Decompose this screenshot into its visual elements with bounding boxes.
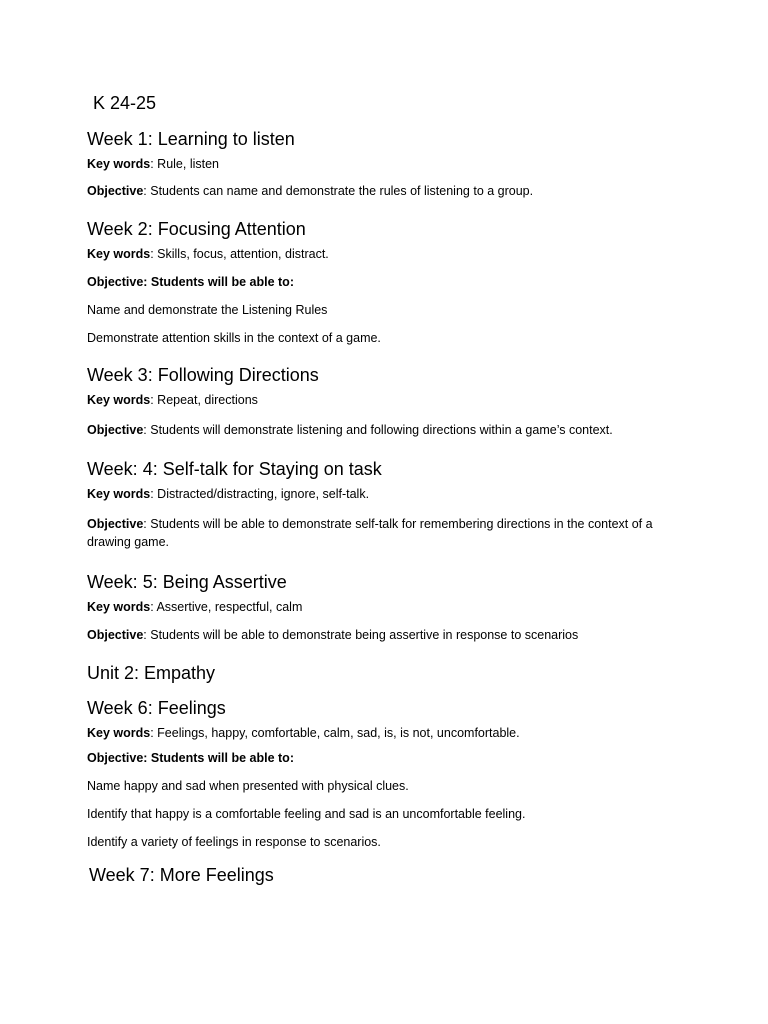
week-5-objective (87, 626, 578, 644)
objective-text: : Students can name and demonstrate the rules of listening to a group. (143, 184, 534, 198)
keywords-label: Key words (87, 600, 151, 614)
objective-label: Objective (87, 628, 144, 642)
keywords-text: : Feelings, happy, comfortable, calm, sad, is, is not, uncomfortable. (150, 726, 520, 740)
week-1-objective (87, 182, 533, 200)
week-4-heading: Week: 4: Self-talk for Staying on task (87, 459, 382, 479)
week-2-item-1: Name and demonstrate the Listening Rules (87, 303, 328, 317)
objective-text: : Students will demonstrate listening and following directions within a game’s context. (143, 423, 613, 437)
keywords-label: Key words (87, 393, 151, 407)
week-5-keywords (87, 598, 302, 616)
keywords-label: Key words (87, 726, 151, 740)
week-2-heading: Week 2: Focusing Attention (87, 219, 306, 239)
objective-label: Objective: Students will be able to: (87, 275, 294, 289)
week-2-item-2: Demonstrate attention skills in the context of a game. (87, 331, 381, 345)
objective-text: : Students will be able to demonstrate being assertive in response to scenarios (143, 628, 579, 642)
week-6-item-2: Identify that happy is a comfortable feeling and sad is an uncomfortable feeling. (87, 807, 526, 821)
week-2-objective (87, 273, 294, 291)
unit-2-heading: Unit 2: Empathy (87, 663, 216, 683)
week-5-heading: Week: 5: Being Assertive (87, 572, 287, 592)
keywords-label: Key words (87, 487, 151, 501)
objective-label: Objective: Students will be able to: (87, 751, 294, 765)
document-title: K 24-25 (93, 93, 157, 113)
keywords-text: : Assertive, respectful, calm (150, 600, 303, 614)
keywords-text: : Skills, focus, attention, distract. (150, 247, 329, 261)
keywords-label: Key words (87, 247, 151, 261)
week-7-heading: Week 7: More Feelings (89, 865, 274, 885)
keywords-label: Key words (87, 157, 151, 171)
week-4-objective (87, 515, 677, 551)
keywords-text: : Distracted/distracting, ignore, self-talk. (150, 487, 370, 501)
objective-label: Objective (87, 517, 144, 531)
objective-label: Objective (87, 423, 144, 437)
week-3-heading: Week 3: Following Directions (87, 365, 319, 385)
week-6-heading: Week 6: Feelings (87, 698, 226, 718)
objective-text: : Students will be able to demonstrate self-talk for remembering directions in the context of a drawing game. (87, 517, 653, 549)
week-6-item-3: Identify a variety of feelings in response to scenarios. (87, 835, 381, 849)
week-6-objective (87, 749, 294, 767)
week-1-heading: Week 1: Learning to listen (87, 129, 295, 149)
week-6-item-1: Name happy and sad when presented with physical clues. (87, 779, 409, 793)
week-2-keywords (87, 245, 329, 263)
keywords-text: : Repeat, directions (150, 393, 258, 407)
week-1-keywords (87, 155, 219, 173)
objective-label: Objective (87, 184, 144, 198)
week-3-keywords (87, 391, 258, 409)
week-3-objective (87, 421, 613, 439)
week-6-keywords (87, 724, 520, 742)
week-4-keywords (87, 485, 369, 503)
keywords-text: : Rule, listen (150, 157, 219, 171)
